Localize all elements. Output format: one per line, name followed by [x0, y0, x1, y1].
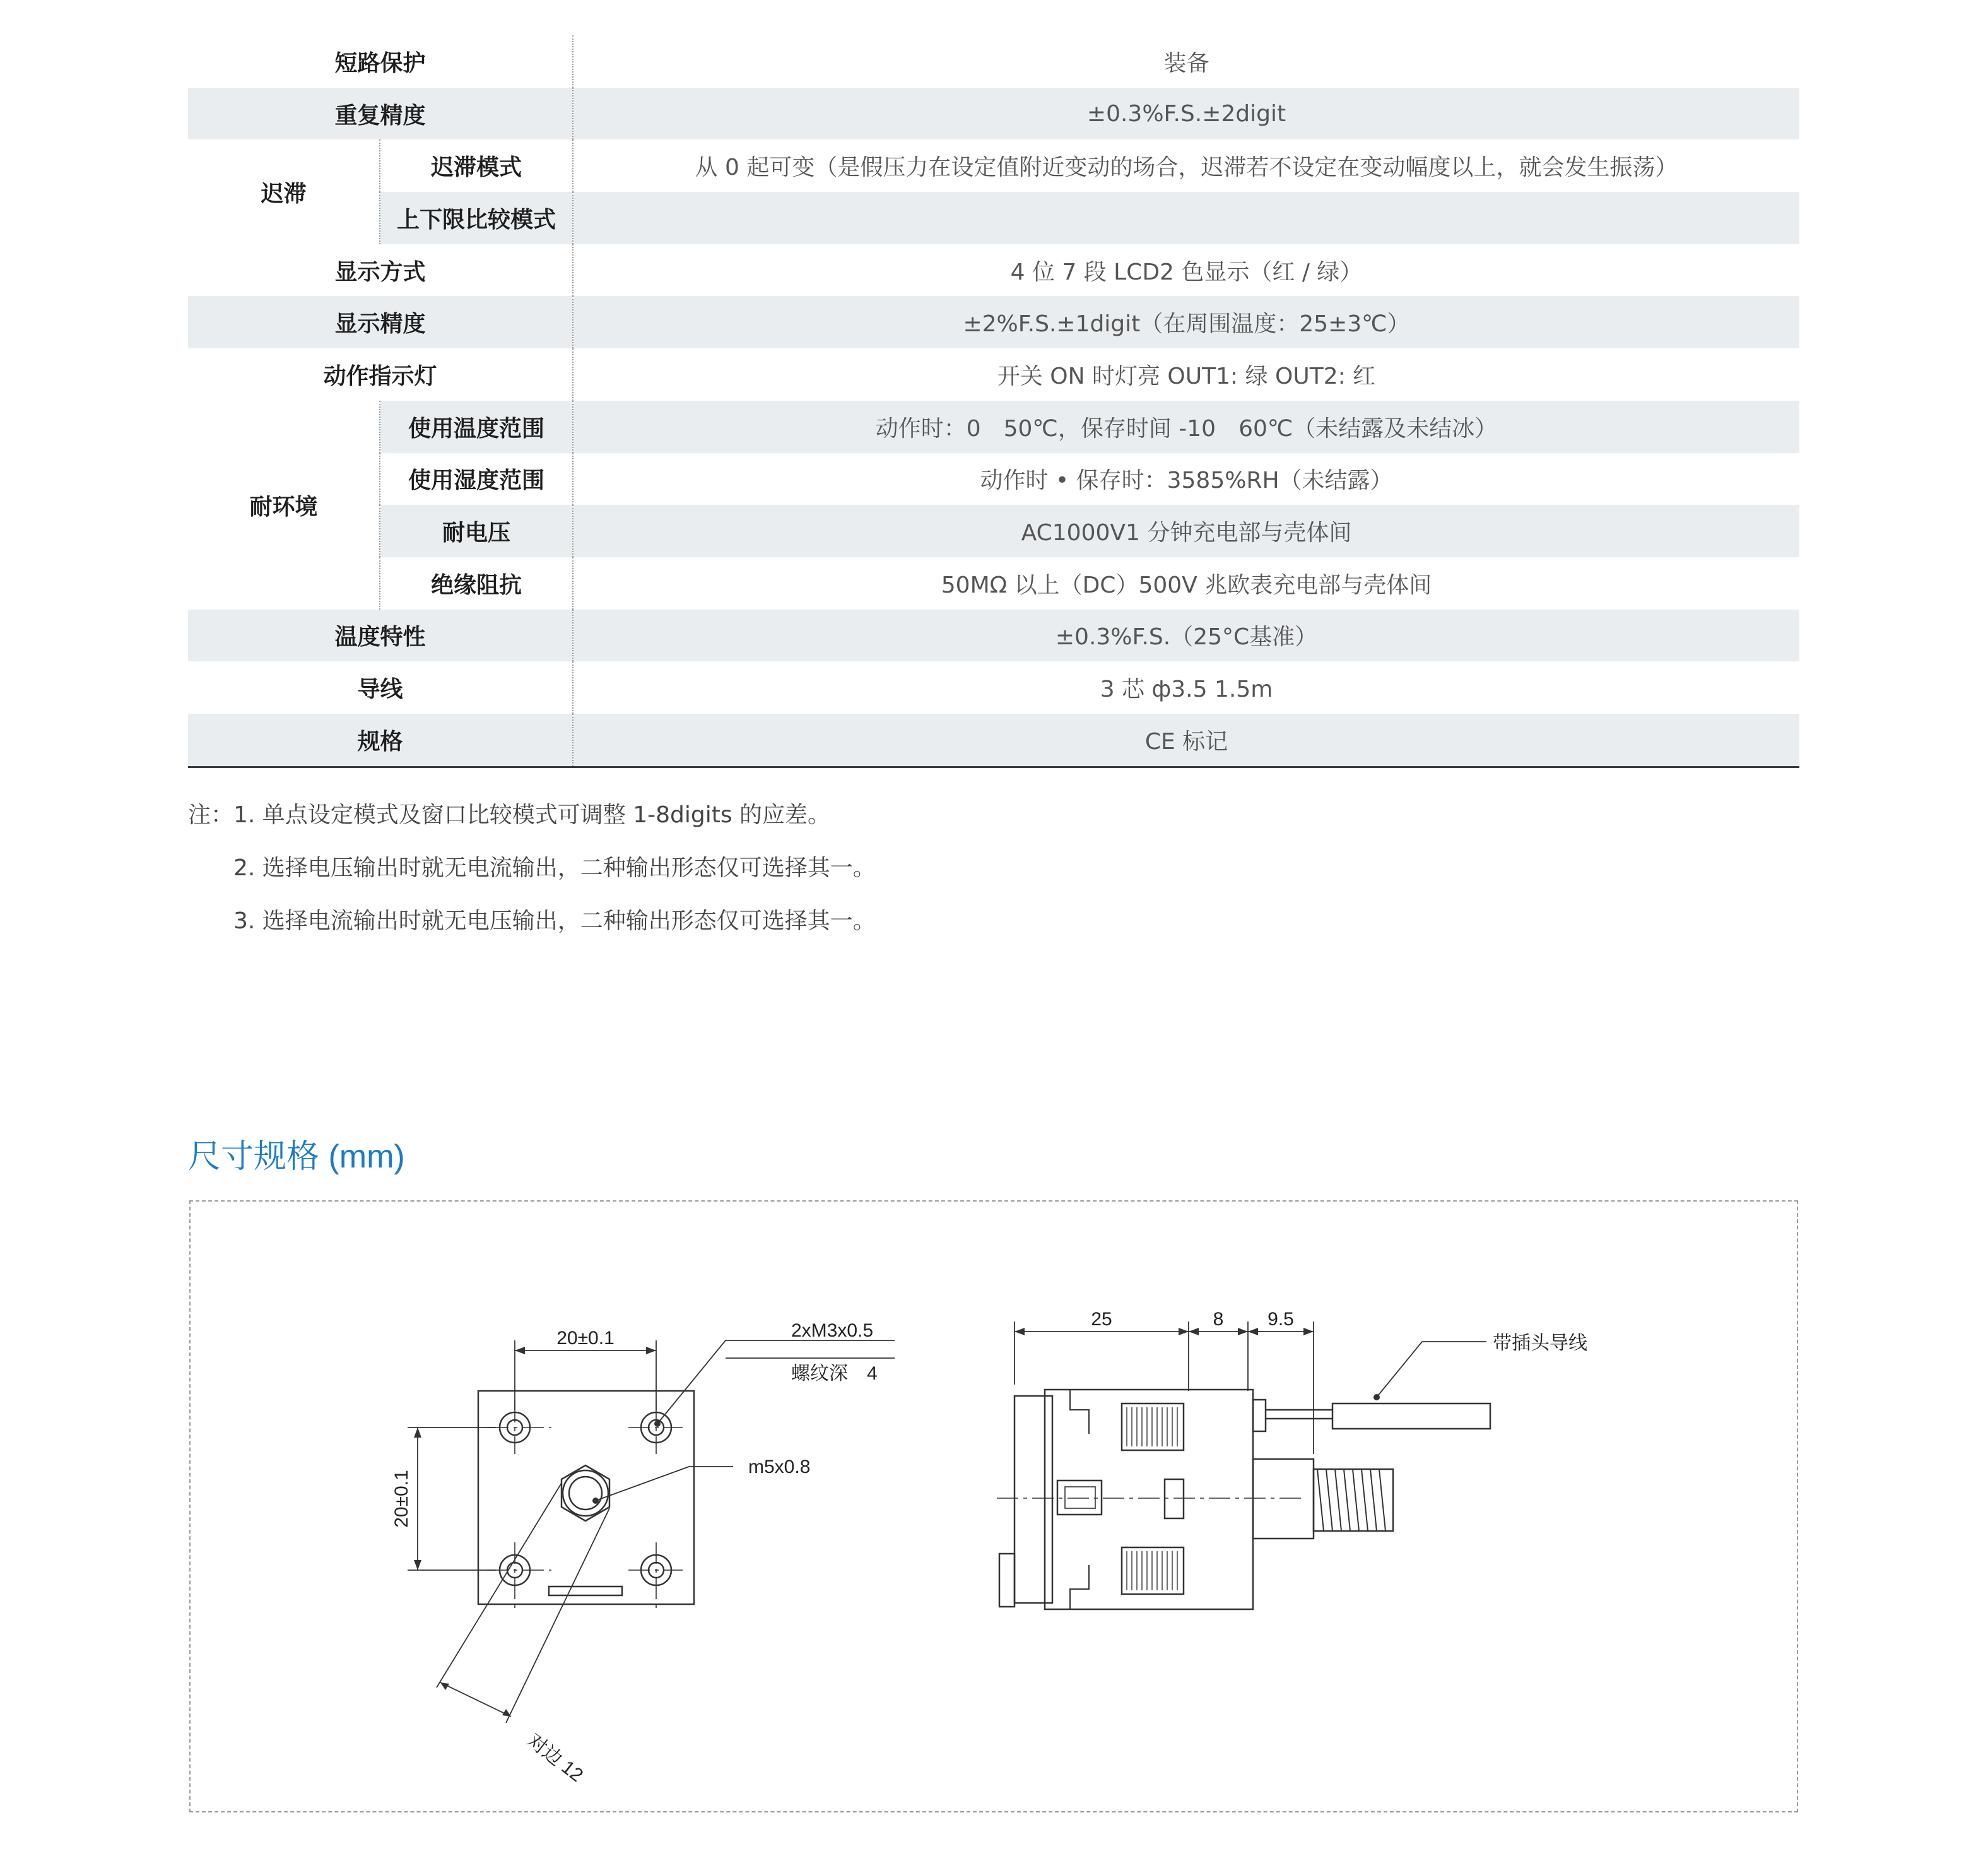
spec-group-label: 耐环境 [188, 401, 380, 610]
side-body-main [1045, 1390, 1253, 1609]
spec-label: 绝缘阻抗 [431, 572, 522, 598]
port-collar [1253, 1459, 1314, 1539]
spec-value: 动作时：0 50℃，保存时间 -10 60℃（未结露及未结冰） [573, 401, 1799, 453]
port-bore [569, 1477, 602, 1510]
spec-label: 温度特性 [188, 610, 573, 662]
spec-value: 3 芯 ф3.5 1.5m [573, 661, 1799, 714]
spec-row-standard [188, 714, 1799, 767]
spec-row-hysteresis-mode [188, 139, 1799, 192]
arrowheads [414, 1328, 1380, 1717]
spec-row-window-mode [188, 192, 1799, 244]
notes [188, 789, 876, 948]
spec-label: 耐电压 [380, 505, 573, 557]
side-vent-top [1122, 1404, 1184, 1450]
spec-value: 50MΩ 以上（DC）500V 兆欧表充电部与壳体间 [573, 557, 1799, 610]
spec-value: ±0.3%F.S.±2digit [573, 88, 1799, 140]
spec-value: ±0.3%F.S.（25°C基准） [573, 610, 1799, 662]
across-flats-label: 对边 12 [523, 1730, 587, 1787]
spec-label: 显示方式 [334, 259, 426, 285]
spec-value: ±2%F.S.±1digit（在周围温度：25±3℃） [573, 296, 1799, 348]
spec-label: 重复精度 [188, 88, 573, 140]
spec-row-temp-range [188, 401, 1799, 453]
spec-label: 动作指示灯 [323, 363, 437, 389]
section-title: 尺寸规格 (mm) [188, 1138, 405, 1175]
front-width-dimension [515, 1340, 656, 1410]
note-1: 注：1. 单点设定模式及窗口比较模式可调整 1-8digits 的应差。 [188, 802, 831, 828]
front-slot [549, 1587, 622, 1595]
cable-label: 带插头导线 [1493, 1333, 1587, 1354]
side-tab [999, 1554, 1015, 1607]
front-height-dimension [408, 1427, 496, 1570]
side-dim-a-label: 25 [1091, 1309, 1112, 1330]
spec-label: 规格 [188, 714, 573, 767]
dimension-svg [191, 1202, 1799, 1814]
spec-row-indicator [188, 348, 1799, 401]
spec-value: CE 标记 [573, 714, 1799, 767]
side-vent-bottom [1122, 1547, 1184, 1594]
spec-value [573, 192, 1799, 244]
screw-spec-label: 2xM3x0.5 [791, 1320, 874, 1341]
thread-lines [1317, 1469, 1385, 1531]
spec-value: 动作时 • 保存时：3585%RH（未结露） [573, 453, 1799, 505]
spec-table [188, 35, 1799, 768]
spec-row-display-accuracy [188, 296, 1799, 348]
spec-value: AC1000V1 分钟充电部与壳体间 [573, 505, 1799, 557]
port-leader [596, 1467, 733, 1501]
note-3: 3. 选择电流输出时就无电压输出，二种输出形态仅可选择其一。 [233, 908, 876, 934]
side-dim-b-label: 8 [1213, 1309, 1224, 1330]
cable-exit [1253, 1400, 1266, 1431]
spec-label: 使用湿度范围 [408, 468, 545, 494]
spec-value: 从 0 起可变（是假压力在设定值附近变动的场合，迟滞若不设定在变动幅度以上，就会发生振荡） [573, 139, 1799, 192]
spec-label: 使用温度范围 [380, 401, 573, 453]
side-dim-c-label: 9.5 [1267, 1309, 1294, 1330]
spec-label: 迟滞模式 [431, 155, 522, 181]
spec-row-temp-characteristic [188, 610, 1799, 662]
note-2: 2. 选择电压输出时就无电流输出，二种输出形态仅可选择其一。 [233, 855, 876, 881]
spec-value: 开关 ON 时灯亮 OUT1: 绿 OUT2: 红 [573, 348, 1799, 401]
front-width-label: 20±0.1 [556, 1328, 615, 1349]
spec-value: 装备 [573, 35, 1799, 88]
side-body-left [1015, 1396, 1052, 1603]
spec-row-humidity-range [188, 453, 1799, 505]
spec-row-short-circuit [188, 35, 1799, 88]
side-latch [1165, 1479, 1184, 1518]
plug-connector [1332, 1404, 1490, 1429]
thread-depth-label: 螺纹深 4 [791, 1363, 878, 1384]
front-height-label: 20±0.1 [391, 1470, 412, 1528]
spec-label: 显示精度 [188, 296, 573, 348]
spec-value: 4 位 7 段 LCD2 色显示（红 / 绿） [573, 244, 1799, 297]
spec-label: 上下限比较模式 [380, 192, 573, 244]
vent-fins [1127, 1407, 1177, 1590]
spec-row-cable [188, 661, 1799, 714]
spec-row-insulation [188, 557, 1799, 610]
port-spec-label: m5x0.8 [748, 1457, 811, 1477]
side-dimensions [1015, 1321, 1314, 1454]
dimension-drawing [189, 1200, 1798, 1812]
spec-label: 短路保护 [334, 50, 426, 76]
spec-label: 导线 [357, 677, 403, 703]
spec-row-withstand-voltage [188, 505, 1799, 557]
spec-row-display-method [188, 244, 1799, 297]
spec-group-label: 迟滞 [188, 139, 380, 244]
cable-leader [1377, 1342, 1486, 1397]
spec-row-repeat-accuracy [188, 88, 1799, 140]
